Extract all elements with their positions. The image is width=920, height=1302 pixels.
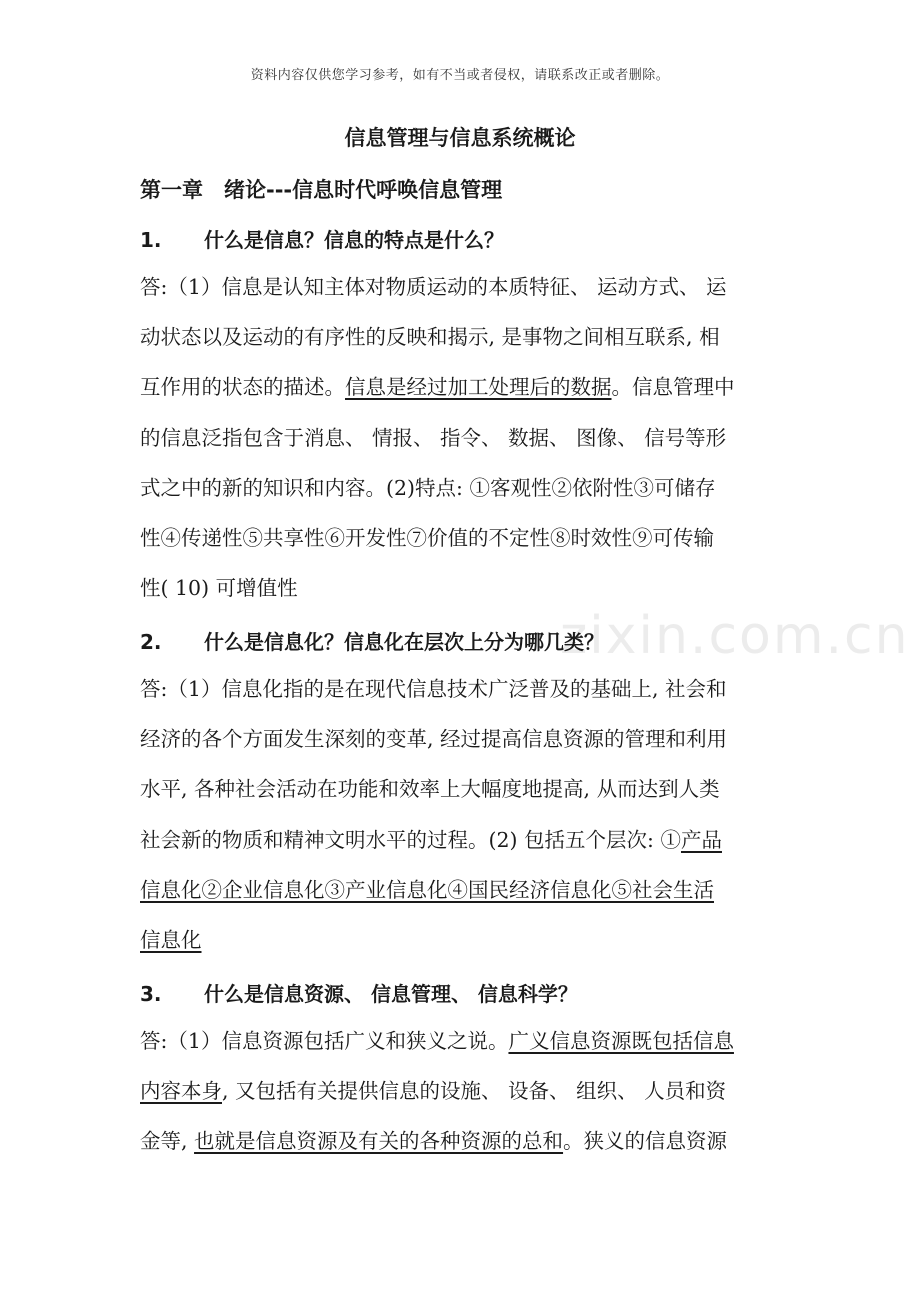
question-number: 3. bbox=[140, 982, 162, 1006]
text-run: 金等, bbox=[140, 1129, 195, 1154]
question-text: 什么是信息资源、 信息管理、 信息科学？ bbox=[204, 982, 578, 1006]
answer-line: 答:（1）信息化指的是在现代信息技术广泛普及的基础上, 社会和 bbox=[140, 677, 727, 701]
answer-line bbox=[140, 915, 790, 965]
answer-line bbox=[140, 362, 790, 412]
underlined-line: 信息化②企业信息化③产业信息化④国民经济信息化⑤社会生活 bbox=[140, 877, 714, 902]
underlined-text: 产品 bbox=[680, 827, 722, 852]
answer-line: 性④传递性⑤共享性⑥开发性⑦价值的不定性⑧时效性⑨可传输 bbox=[140, 526, 714, 551]
text-run: 答:（1）信息资源包括广义和狭义之说。 bbox=[140, 1029, 509, 1053]
copyright-notice: 资料内容仅供您学习参考，如有不当或者侵权，请联系改正或者删除。 bbox=[250, 68, 670, 83]
answer-line: 动状态以及运动的有序性的反映和揭示, 是事物之间相互联系, 相 bbox=[140, 325, 720, 350]
document-title: 信息管理与信息系统概论 bbox=[344, 126, 576, 150]
answer-line bbox=[140, 1116, 790, 1166]
answer-3 bbox=[140, 1016, 790, 1167]
question-text: 什么是信息？信息的特点是什么？ bbox=[204, 228, 504, 252]
underlined-text: 内容本身 bbox=[140, 1079, 222, 1104]
text-run: 社会新的物质和精神文明水平的过程。(2) 包括五个层次: ① bbox=[140, 827, 681, 852]
answer-line: 答:（1）信息是认知主体对物质运动的本质特征、 运动方式、 运 bbox=[140, 275, 727, 299]
underlined-text: 信息化 bbox=[140, 928, 202, 953]
underlined-text: 信息是经过加工处理后的数据 bbox=[345, 375, 612, 400]
answer-line bbox=[140, 1066, 790, 1116]
underlined-text: 广义信息资源既包括信息 bbox=[508, 1029, 734, 1053]
answer-1 bbox=[140, 262, 790, 613]
question-2-heading bbox=[140, 626, 604, 655]
answer-line: 的信息泛指包含于消息、 情报、 指令、 数据、 图像、 信号等形 bbox=[140, 425, 727, 450]
chapter-heading: 第一章 绪论---信息时代呼唤信息管理 bbox=[140, 178, 503, 202]
answer-line: 水平, 各种社会活动在功能和效率上大幅度地提高, 从而达到人类 bbox=[140, 777, 720, 802]
answer-line bbox=[140, 815, 790, 865]
text-run: 。信息管理中 bbox=[611, 375, 735, 400]
answer-line: 经济的各个方面发生深刻的变革, 经过提高信息资源的管理和利用 bbox=[140, 727, 728, 752]
question-number: 1. bbox=[140, 228, 162, 252]
question-number: 2. bbox=[140, 630, 162, 654]
question-1-heading bbox=[140, 224, 504, 253]
question-3-heading bbox=[140, 978, 578, 1007]
text-run: , 又包括有关提供信息的设施、 设备、 组织、 人员和资 bbox=[222, 1079, 727, 1104]
question-text: 什么是信息化？信息化在层次上分为哪几类？ bbox=[204, 630, 604, 654]
underlined-text: 也就是信息资源及有关的各种资源的总和 bbox=[194, 1129, 564, 1154]
text-run: 。狭义的信息资源 bbox=[563, 1129, 728, 1154]
answer-2 bbox=[140, 664, 790, 965]
answer-line: 性( 10) 可增值性 bbox=[140, 576, 298, 601]
answer-line: 式之中的新的知识和内容。(2)特点: ①客观性②依附性③可储存 bbox=[140, 475, 716, 500]
text-run: 互作用的状态的描述。 bbox=[140, 375, 345, 400]
answer-line bbox=[140, 1016, 790, 1066]
watermark: zixin.com.cn bbox=[560, 606, 910, 666]
